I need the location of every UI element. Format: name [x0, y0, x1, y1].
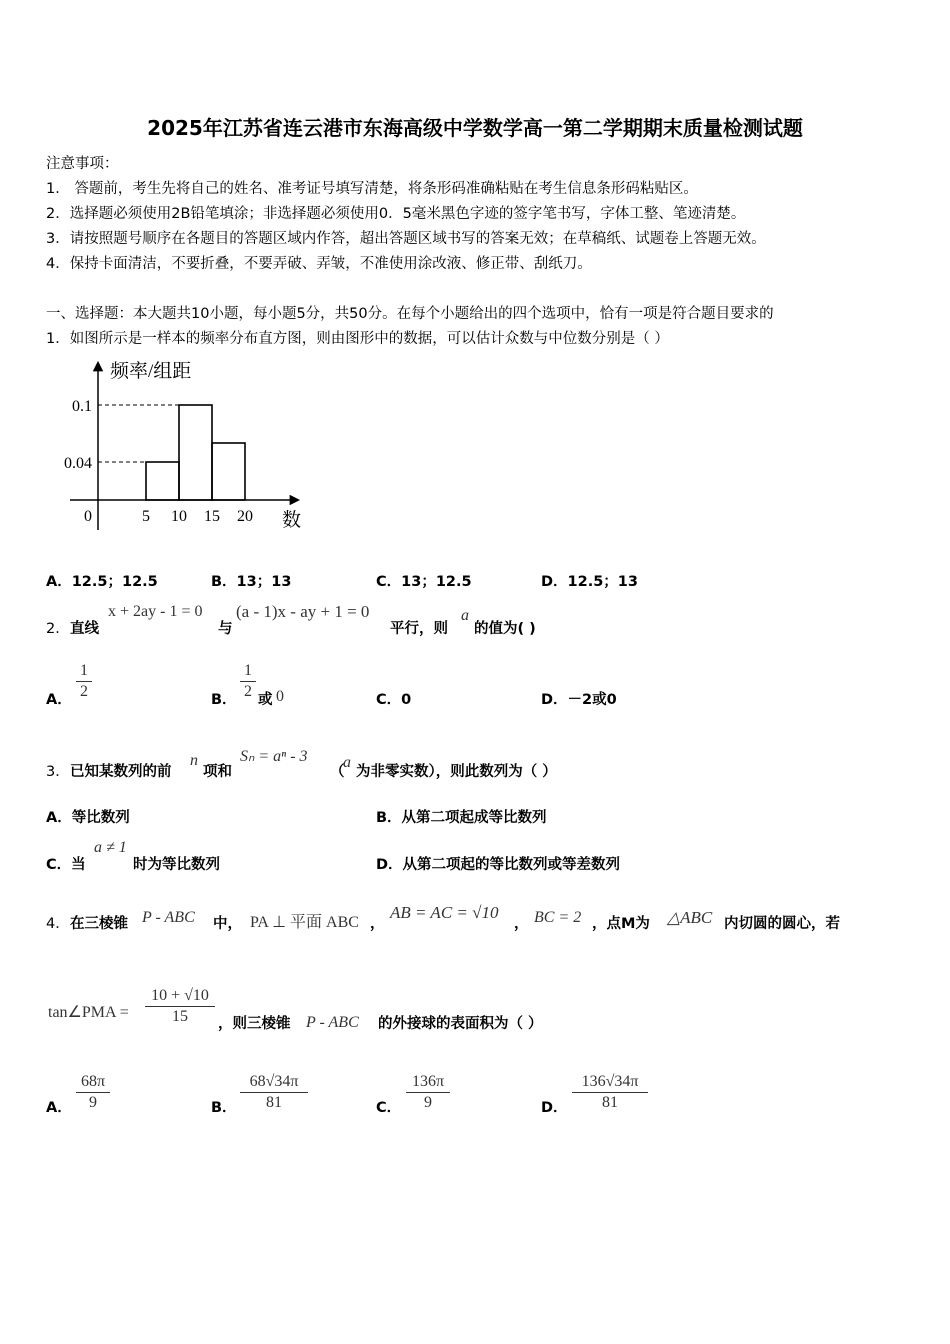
- histogram-bar: [146, 462, 179, 500]
- q2-option-a-numerator: 1: [80, 662, 88, 679]
- q4-text-3: ，: [370, 916, 385, 932]
- histogram-chart: [50, 355, 320, 540]
- q2-option-a-fraction: [76, 662, 92, 701]
- q4-math-ab-ac: AB = AC = √10: [390, 903, 499, 922]
- q4-tan-left: tan∠PMA =: [48, 1004, 129, 1021]
- q4-math-perpendicular: PA ⊥ 平面 ABC: [250, 914, 359, 931]
- q3-text-1: 已知某数列的前: [70, 764, 172, 780]
- q2-text-2: 与: [218, 621, 233, 637]
- y-axis-label: 频率/组距: [110, 361, 192, 382]
- q3-text-2: 项和: [203, 764, 232, 780]
- section-heading: 一、选择题：本大题共10小题，每小题5分，共50分。在每个小题给出的四个选项中，恰有一项是符合题目要求的: [46, 306, 774, 322]
- q1-option-a[interactable]: A．12.5；12.5: [46, 574, 158, 590]
- q4-option-a-fraction: [76, 1073, 110, 1112]
- q2-option-b-fraction: [240, 662, 256, 701]
- q3-variable-a: a: [343, 754, 351, 771]
- q4-text-1: 在三棱锥: [70, 916, 128, 932]
- q2-equation-2: (a - 1)x - ay + 1 = 0: [236, 602, 370, 621]
- q1-option-b[interactable]: B．13；13: [211, 574, 292, 590]
- q4-option-c-denominator: 9: [424, 1094, 432, 1111]
- q2-option-a-label[interactable]: A．: [46, 692, 72, 708]
- q3-option-d[interactable]: D．从第二项起的等比数列或等差数列: [376, 857, 621, 873]
- notes-item-3: 3．请按照题号顺序在各题目的答题区域内作答，超出答题区域书写的答案无效；在草稿纸、试题卷上答题无效。: [46, 231, 766, 247]
- q4-text-8: 的外接球的表面积为（ ）: [378, 1016, 543, 1032]
- q4-math-pyramid-2: P - ABC: [306, 1014, 359, 1031]
- q4-option-d-denominator: 81: [602, 1094, 618, 1111]
- q2-option-c[interactable]: C．0: [376, 692, 412, 708]
- q3-number: 3．: [46, 764, 70, 780]
- fraction-bar: [240, 1092, 308, 1093]
- q2-option-b-label[interactable]: B．: [211, 692, 237, 708]
- q3-option-b[interactable]: B．从第二项起成等比数列: [376, 810, 547, 826]
- q2-variable-a: a: [461, 607, 469, 624]
- page-title: 2025年江苏省连云港市东海高级中学数学高一第二学期期末质量检测试题: [147, 116, 803, 140]
- q3-text-3: （: [330, 764, 345, 780]
- q2-option-d[interactable]: D．－2或0: [541, 692, 617, 708]
- histogram-bar: [179, 405, 212, 500]
- q2-option-b-or: 或: [258, 692, 273, 708]
- q4-text-5: ，点M为: [592, 916, 650, 932]
- y-tick-label: 0.04: [64, 455, 92, 472]
- origin-label: 0: [84, 508, 92, 525]
- q4-math-bc: BC = 2: [534, 909, 582, 926]
- notes-heading: 注意事项：: [46, 156, 119, 172]
- q3-formula: Sₙ = aⁿ - 3: [240, 748, 308, 765]
- fraction-bar: [572, 1092, 648, 1093]
- y-tick-label: 0.1: [72, 398, 92, 415]
- q4-option-b-label[interactable]: B．: [211, 1100, 237, 1116]
- q4-tan-denominator: 15: [172, 1008, 188, 1025]
- fraction-bar: [240, 681, 256, 682]
- q4-text-4: ，: [514, 916, 529, 932]
- q2-text-3: 平行，则: [390, 621, 448, 637]
- q4-option-b-numerator: 68√34π: [249, 1073, 299, 1090]
- q3-option-c-rest: 时为等比数列: [133, 857, 220, 873]
- q2-option-a-denominator: 2: [80, 683, 88, 700]
- histogram-bar: [212, 443, 245, 500]
- q3-text-4: 为非零实数），则此数列为（ ）: [356, 764, 557, 780]
- q4-option-c-fraction: [406, 1073, 450, 1112]
- q4-option-a-numerator: 68π: [80, 1073, 106, 1090]
- q2-equation-1: x + 2ay - 1 = 0: [108, 603, 203, 620]
- q4-option-c-numerator: 136π: [411, 1073, 445, 1090]
- q3-option-a[interactable]: A．等比数列: [46, 810, 130, 826]
- fraction-bar: [406, 1092, 450, 1093]
- fraction-bar: [76, 681, 92, 682]
- q2-option-b-numerator: 1: [244, 662, 252, 679]
- notes-item-2: 2．选择题必须使用2B铅笔填涂；非选择题必须使用0．5毫米黑色字迹的签字笔书写，字体工整、笔迹清楚。: [46, 206, 746, 222]
- q4-math-pyramid: P - ABC: [142, 909, 195, 926]
- q4-option-a-denominator: 9: [89, 1094, 97, 1111]
- q2-text-1: 直线: [70, 621, 99, 637]
- q4-text-2: 中，: [213, 916, 242, 932]
- q2-option-b-zero: 0: [276, 688, 284, 705]
- q4-math-triangle: △ABC: [667, 908, 713, 927]
- q3-option-c-label[interactable]: C．当: [46, 857, 86, 873]
- q1-stem: 1．如图所示是一样本的频率分布直方图，则由图形中的数据，可以估计众数与中位数分别是（ ）: [46, 331, 669, 347]
- q2-text-4: 的值为( ): [474, 621, 536, 637]
- q4-tan-fraction: [145, 987, 215, 1026]
- q3-variable-n: n: [190, 752, 198, 769]
- fraction-bar: [76, 1092, 110, 1093]
- x-axis-label: 数: [282, 510, 302, 531]
- q4-option-b-fraction: [240, 1073, 308, 1112]
- q4-text-6: 内切圆的圆心，若: [724, 916, 840, 932]
- x-tick-label: 10: [171, 508, 187, 525]
- q4-option-a-label[interactable]: A．: [46, 1100, 72, 1116]
- q2-option-b-denominator: 2: [244, 683, 252, 700]
- x-tick-label: 5: [142, 508, 150, 525]
- q1-option-d[interactable]: D．12.5；13: [541, 574, 638, 590]
- x-tick-label: 15: [204, 508, 220, 525]
- q1-option-c[interactable]: C．13；12.5: [376, 574, 472, 590]
- q4-number: 4．: [46, 916, 70, 932]
- q4-option-d-numerator: 136√34π: [581, 1073, 639, 1090]
- q4-option-d-fraction: [572, 1073, 648, 1112]
- q2-number: 2．: [46, 621, 70, 637]
- fraction-bar: [145, 1006, 215, 1007]
- notes-item-4: 4．保持卡面清洁，不要折叠，不要弄破、弄皱，不准使用涂改液、修正带、刮纸刀。: [46, 256, 592, 272]
- q4-tan-numerator: 10 + √10: [151, 987, 209, 1004]
- notes-item-1: 1． 答题前，考生先将自己的姓名、准考证号填写清楚，将条形码准确粘贴在考生信息条形码粘贴区。: [46, 181, 698, 197]
- q3-option-c-condition: a ≠ 1: [94, 839, 127, 856]
- x-tick-label: 20: [237, 508, 253, 525]
- q4-option-b-denominator: 81: [266, 1094, 282, 1111]
- q4-option-d-label[interactable]: D．: [541, 1100, 568, 1116]
- q4-option-c-label[interactable]: C．: [376, 1100, 402, 1116]
- q4-text-7: ，则三棱锥: [218, 1016, 291, 1032]
